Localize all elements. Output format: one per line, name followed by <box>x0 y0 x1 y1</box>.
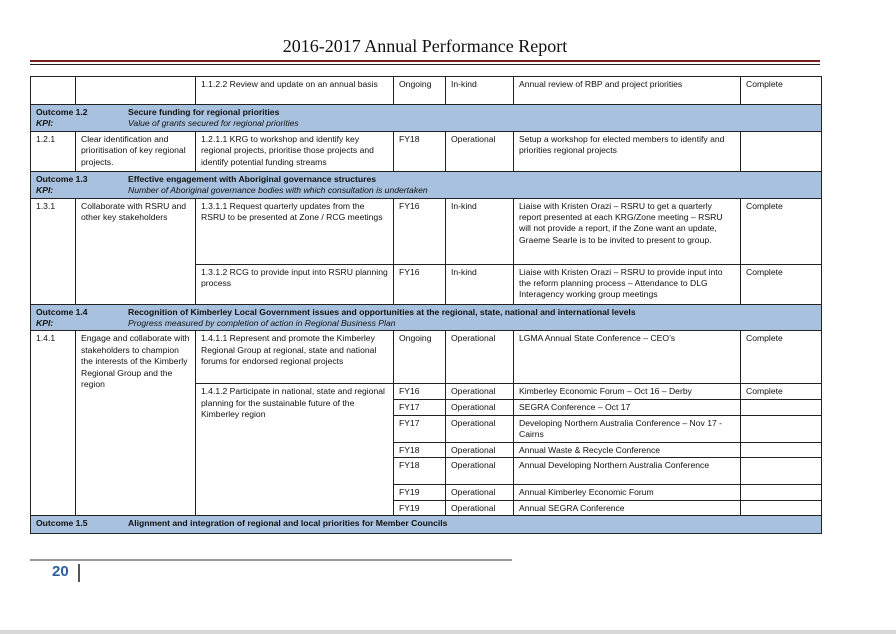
table-row <box>31 331 822 384</box>
kpi-row <box>31 118 822 131</box>
sub-strategy-cell: 1.4.1.2 Participate in national, state and regional planning for the sustainable future of the Kimberley region <box>196 384 394 516</box>
strategy-id-cell: 1.2.1 <box>31 131 76 171</box>
status-cell: Complete <box>741 198 822 264</box>
timing-cell: FY17 <box>394 415 446 442</box>
timing-cell: FY19 <box>394 500 446 515</box>
kpi-row <box>31 318 822 331</box>
footer-rule <box>30 559 512 561</box>
funding-cell: In-kind <box>446 198 514 264</box>
sub-strategy-cell: 1.3.1.1 Request quarterly updates from the RSRU to be presented at Zone / RCG meetings <box>196 198 394 264</box>
funding-cell: Operational <box>446 131 514 171</box>
timing-cell: FY16 <box>394 384 446 400</box>
sub-strategy-cell: 1.3.1.2 RCG to provide input into RSRU planning process <box>196 264 394 304</box>
strategy-cell: Collaborate with RSRU and other key stakeholders <box>76 198 196 304</box>
page-number-divider <box>78 564 80 582</box>
action-cell: Kimberley Economic Forum – Oct 16 – Derby <box>514 384 741 400</box>
timing-cell: FY16 <box>394 198 446 264</box>
status-cell <box>741 500 822 515</box>
table-cell <box>76 77 196 105</box>
performance-table <box>30 76 822 534</box>
table-row <box>31 131 822 171</box>
funding-cell: In-kind <box>446 264 514 304</box>
strategy-id-cell: 1.3.1 <box>31 198 76 304</box>
table-cell <box>31 77 76 105</box>
kpi-label: KPI: <box>36 185 54 196</box>
kpi-text: Number of Aboriginal governance bodies with which consultation is undertaken <box>128 185 428 196</box>
kpi-text: Value of grants secured for regional priorities <box>128 118 299 129</box>
timing-cell: FY16 <box>394 264 446 304</box>
status-cell <box>741 400 822 415</box>
timing-cell: FY18 <box>394 442 446 457</box>
status-cell: Complete <box>741 331 822 384</box>
page-bottom-edge <box>0 630 896 634</box>
outcome-id: Outcome 1.5 <box>36 518 88 529</box>
outcome-title: Secure funding for regional priorities <box>128 107 280 117</box>
funding-cell: Operational <box>446 415 514 442</box>
status-cell: Complete <box>741 264 822 304</box>
timing-cell: Ongoing <box>394 331 446 384</box>
sub-strategy-cell: 1.1.2.2 Review and update on an annual basis <box>196 77 394 105</box>
page-number: 20 <box>52 563 69 580</box>
kpi-row <box>31 185 822 198</box>
outcome-row <box>31 304 822 318</box>
action-cell: Annual Waste & Recycle Conference <box>514 442 741 457</box>
funding-cell: Operational <box>446 500 514 515</box>
kpi-label: KPI: <box>36 318 54 329</box>
timing-cell: FY19 <box>394 485 446 500</box>
action-cell: Annual Kimberley Economic Forum <box>514 485 741 500</box>
funding-cell: Operational <box>446 442 514 457</box>
outcome-id: Outcome 1.3 <box>36 173 88 184</box>
action-cell: Annual review of RBP and project priorities <box>514 77 741 105</box>
action-cell: Liaise with Kristen Orazi – RSRU to get a quarterly report presented at each KRG/Zone meeting – RSRU will not provide a report, if the Zone want an update, Graeme Searle is to be invited to present to group. <box>514 198 741 264</box>
status-cell <box>741 131 822 171</box>
strategy-id-cell: 1.4.1 <box>31 331 76 516</box>
outcome-title: Effective engagement with Aboriginal governance structures <box>128 173 377 184</box>
sub-strategy-cell: 1.2.1.1 KRG to workshop and identify key regional projects, prioritise those projects and identify potential funding streams <box>196 131 394 171</box>
strategy-cell: Engage and collaborate with stakeholders to champion the interests of the Kimberly Regional Group and the region <box>76 331 196 516</box>
action-cell: Annual Developing Northern Australia Conference <box>514 458 741 485</box>
funding-cell: Operational <box>446 384 514 400</box>
action-cell: Liaise with Kristen Orazi – RSRU to provide input into the reform planning process – Attendance to DLG Interagency working group meetings <box>514 264 741 304</box>
funding-cell: Operational <box>446 331 514 384</box>
table-row <box>31 198 822 264</box>
status-cell <box>741 458 822 485</box>
status-cell <box>741 415 822 442</box>
action-cell: Annual SEGRA Conference <box>514 500 741 515</box>
header-rule-thin <box>30 64 820 65</box>
action-cell: SEGRA Conference – Oct 17 <box>514 400 741 415</box>
outcome-row <box>31 105 822 119</box>
table-row <box>31 77 822 105</box>
action-cell: LGMA Annual State Conference – CEO’s <box>514 331 741 384</box>
header-rule <box>30 60 820 62</box>
outcome-id: Outcome 1.4 <box>36 306 88 317</box>
outcome-id: Outcome 1.2 <box>36 107 88 117</box>
status-cell: Complete <box>741 77 822 105</box>
action-cell: Setup a workshop for elected members to identify and priorities regional projects <box>514 131 741 171</box>
timing-cell: FY18 <box>394 458 446 485</box>
funding-cell: In-kind <box>446 77 514 105</box>
timing-cell: FY17 <box>394 400 446 415</box>
outcome-row <box>31 516 822 534</box>
status-cell <box>741 442 822 457</box>
sub-strategy-cell: 1.4.1.1 Represent and promote the Kimberley Regional Group at regional, state and national forums for endorsed regional projects <box>196 331 394 384</box>
outcome-title: Recognition of Kimberley Local Government issues and opportunities at the regional, state, national and international levels <box>128 306 636 317</box>
page-title: 2016-2017 Annual Performance Report <box>282 36 568 56</box>
timing-cell: FY18 <box>394 131 446 171</box>
funding-cell: Operational <box>446 400 514 415</box>
action-cell: Developing Northern Australia Conference – Nov 17 - Cairns <box>514 415 741 442</box>
kpi-label: KPI: <box>36 118 54 129</box>
status-cell: Complete <box>741 384 822 400</box>
funding-cell: Operational <box>446 458 514 485</box>
outcome-row <box>31 171 822 185</box>
status-cell <box>741 485 822 500</box>
funding-cell: Operational <box>446 485 514 500</box>
kpi-text: Progress measured by completion of action in Regional Business Plan <box>128 318 396 329</box>
strategy-cell: Clear identification and prioritisation of key regional projects. <box>76 131 196 171</box>
timing-cell: Ongoing <box>394 77 446 105</box>
outcome-title: Alignment and integration of regional and local priorities for Member Councils <box>128 518 448 529</box>
